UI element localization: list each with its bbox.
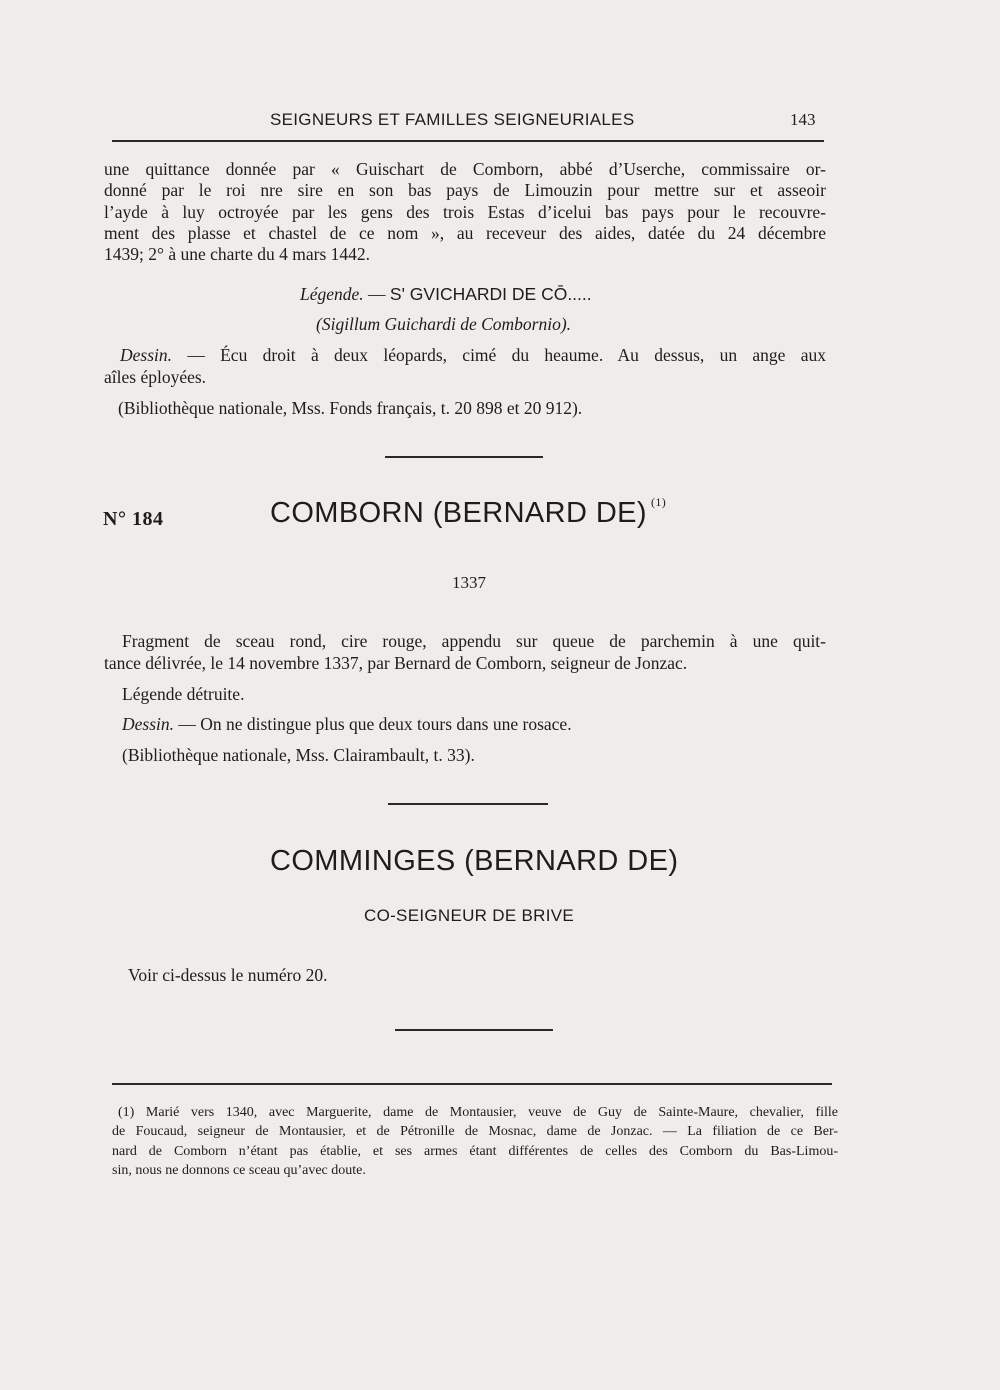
legend-label: Légende. (300, 284, 364, 304)
dessin-label: Dessin. (120, 345, 173, 365)
entry-number: N° 184 (103, 508, 164, 530)
paragraph-line: 1439; 2° à une charte du 4 mars 1442. (104, 244, 371, 265)
footnote-line: (1) Marié vers 1340, avec Marguerite, dame de Montausier, veuve de Guy de Sainte-Maure, chevalier, fille (118, 1105, 838, 1120)
entry-title (270, 497, 666, 530)
dessin-line (122, 714, 572, 735)
source-citation: (Bibliothèque nationale, Mss. Fonds français, t. 20 898 et 20 912). (118, 398, 583, 418)
dessin-line: aîles éployées. (104, 367, 207, 387)
continuation-paragraph (104, 159, 826, 265)
separator-rule (395, 1029, 553, 1031)
dessin-text: — On ne distingue plus que deux tours dans une rosace. (174, 714, 572, 734)
footnote-rule (112, 1083, 832, 1085)
legend-dash: — (363, 284, 390, 304)
cross-reference: Voir ci-dessus le numéro 20. (128, 965, 328, 985)
legend-text: S' GVICHARDI DE CŌ..... (389, 284, 592, 304)
footnote (112, 1103, 838, 1180)
dessin-label: Dessin. (122, 714, 175, 734)
source-citation: (Bibliothèque nationale, Mss. Clairambault, t. 33). (122, 745, 475, 765)
footnote-line: sin, nous ne donnons ce sceau qu’avec doute. (112, 1162, 366, 1178)
paragraph-line: une quittance donnée par « Guischart de Comborn, abbé d’Userche, commissaire or- (104, 159, 826, 179)
footnote-line: de Foucaud, seigneur de Montausier, et de Pétronille de Mosnac, dame de Jonzac. — La filiation de ce Ber- (112, 1124, 838, 1140)
legend-statement: Légende détruite. (122, 684, 245, 704)
separator-rule (388, 803, 548, 805)
legend-translation: (Sigillum Guichardi de Combornio). (316, 314, 572, 334)
paragraph-line: l’ayde à luy octroyée par les gens des trois Estas d’icelui bas pays pour le recouvre- (104, 201, 826, 222)
paragraph-line: ment des plasse et chastel de ce nom », au receveur des aides, datée du 24 décembre (104, 222, 826, 243)
separator-rule (385, 456, 543, 458)
header-rule (112, 140, 824, 142)
dessin-paragraph (104, 344, 826, 388)
paragraph-line: donné par le roi nre sire en son bas pays de Limouzin pour mettre sur et asseoir (104, 180, 826, 201)
entry-title: COMMINGES (BERNARD DE) (270, 845, 679, 877)
dessin-line (104, 344, 826, 366)
page-number: 143 (790, 110, 816, 129)
footnote-line: nard de Comborn n’étant pas établie, et ses armes étant différentes de celles des Comborn du Bas-Limou- (112, 1143, 838, 1159)
footnote-marker: (1) (650, 495, 667, 509)
seal-legend (300, 284, 592, 305)
dessin-text: — Écu droit à deux léopards, cimé du heaume. Au dessus, un ange aux (172, 345, 826, 365)
running-head: SEIGNEURS ET FAMILLES SEIGNEURIALES (270, 110, 635, 129)
description-paragraph (104, 630, 826, 674)
paragraph-line: tance délivrée, le 14 novembre 1337, par Bernard de Comborn, seigneur de Jonzac. (104, 653, 688, 673)
paragraph-line: Fragment de sceau rond, cire rouge, appendu sur queue de parchemin à une quit- (122, 631, 826, 651)
entry-subtitle: CO-SEIGNEUR DE BRIVE (364, 906, 575, 925)
entry-year: 1337 (452, 573, 486, 592)
entry-title-text: COMBORN (BERNARD DE) (270, 497, 647, 529)
